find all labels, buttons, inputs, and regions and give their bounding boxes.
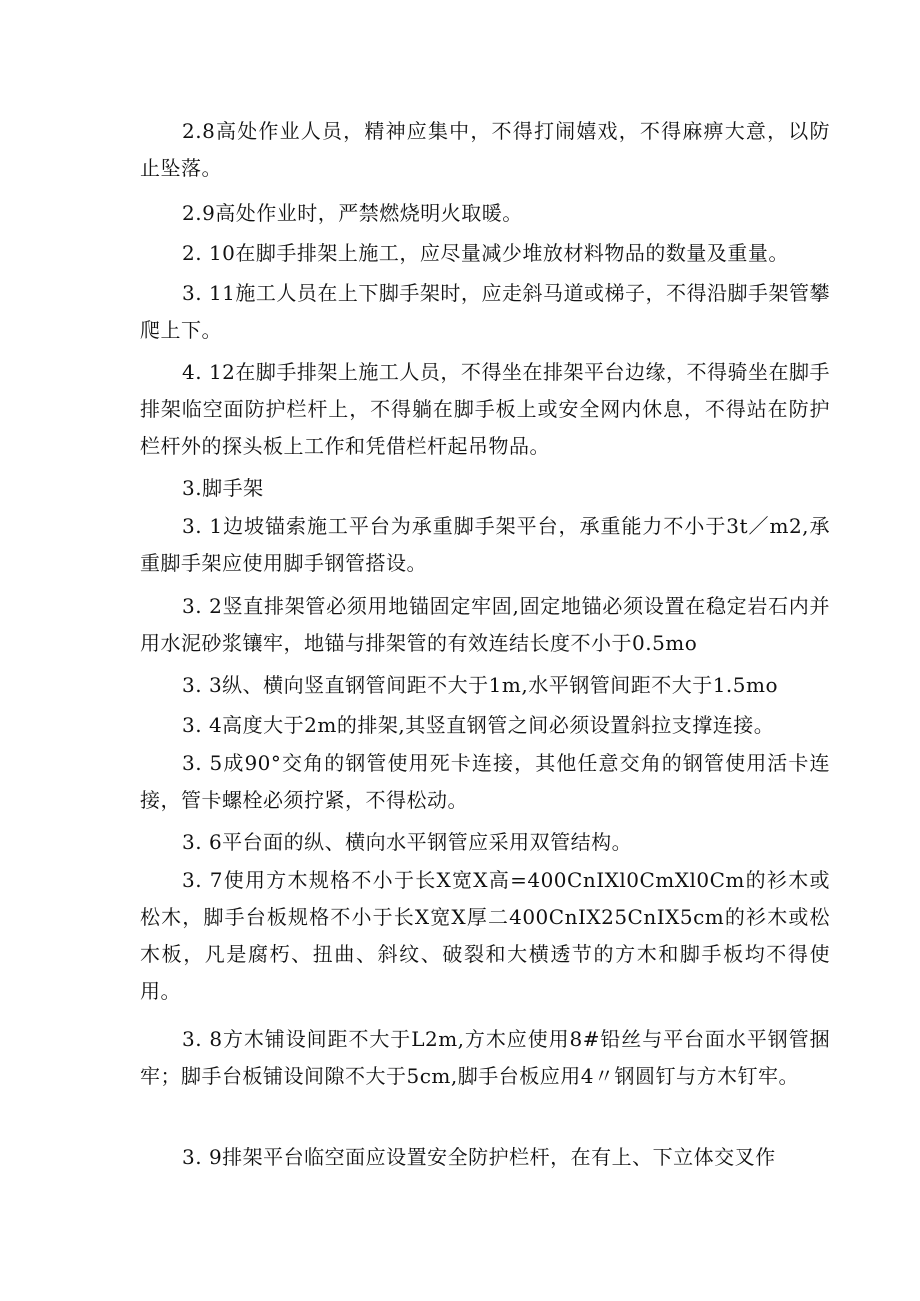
paragraph-3-7: 3. 7使用方木规格不小于长X宽X高=400CnIXl0CmXl0Cm的衫木或松木，脚手台板规格不小于长X宽X厚二400CnIX25CnIX5cm的衫木或松木板，凡是腐朽、扭曲、斜纹、破裂和大横透节的方木和脚手板均不得使用。 — [140, 868, 830, 1003]
paragraph-2-10: 2. 10在脚手排架上施工，应尽量减少堆放材料物品的数量及重量。 — [182, 241, 789, 265]
paragraph-2-8: 2.8高处作业人员，精神应集中，不得打闹嬉戏，不得麻痹大意，以防止坠落。 — [140, 119, 830, 180]
section-heading-scaffold: 3.脚手架 — [182, 476, 264, 500]
paragraph-3-2: 3. 2竖直排架管必须用地锚固定牢固,固定地锚必须设置在稳定岩石内并用水泥砂浆镶牢，地锚与排架管的有效连结长度不小于0.5mo — [140, 594, 830, 655]
paragraph-2-9: 2.9高处作业时，严禁燃烧明火取暖。 — [182, 201, 523, 225]
paragraph-3-4: 3. 4高度大于2m的排架,其竖直钢管之间必须设置斜拉支撑连接。 — [182, 713, 775, 737]
paragraph-3-3: 3. 3纵、横向竖直钢管间距不大于1m,水平钢管间距不大于1.5mo — [182, 673, 779, 697]
paragraph-3-11: 3. 11施工人员在上下脚手架时，应走斜马道或梯子，不得沿脚手架管攀爬上下。 — [140, 281, 830, 342]
paragraph-3-6: 3. 6平台面的纵、横向水平钢管应采用双管结构。 — [182, 830, 633, 854]
paragraph-3-8: 3. 8方木铺设间距不大于L2m,方木应使用8#铅丝与平台面水平钢管捆牢；脚手台板铺设间隙不大于5cm,脚手台板应用4〃钢圆钉与方木钉牢。 — [140, 1027, 830, 1088]
paragraph-3-9: 3. 9排架平台临空面应设置安全防护栏杆，在有上、下立体交叉作 — [182, 1145, 776, 1169]
paragraph-3-1: 3. 1边坡锚索施工平台为承重脚手架平台，承重能力不小于3t／m2,承重脚手架应使用脚手钢管搭设。 — [140, 514, 830, 575]
paragraph-3-5: 3. 5成90°交角的钢管使用死卡连接，其他任意交角的钢管使用活卡连接，管卡螺栓必须拧紧，不得松动。 — [140, 751, 830, 812]
paragraph-4-12: 4. 12在脚手排架上施工人员，不得坐在排架平台边缘，不得骑坐在脚手排架临空面防护栏杆上，不得躺在脚手板上或安全网内休息，不得站在防护栏杆外的探头板上工作和凭借栏杆起吊物品。 — [140, 360, 830, 458]
